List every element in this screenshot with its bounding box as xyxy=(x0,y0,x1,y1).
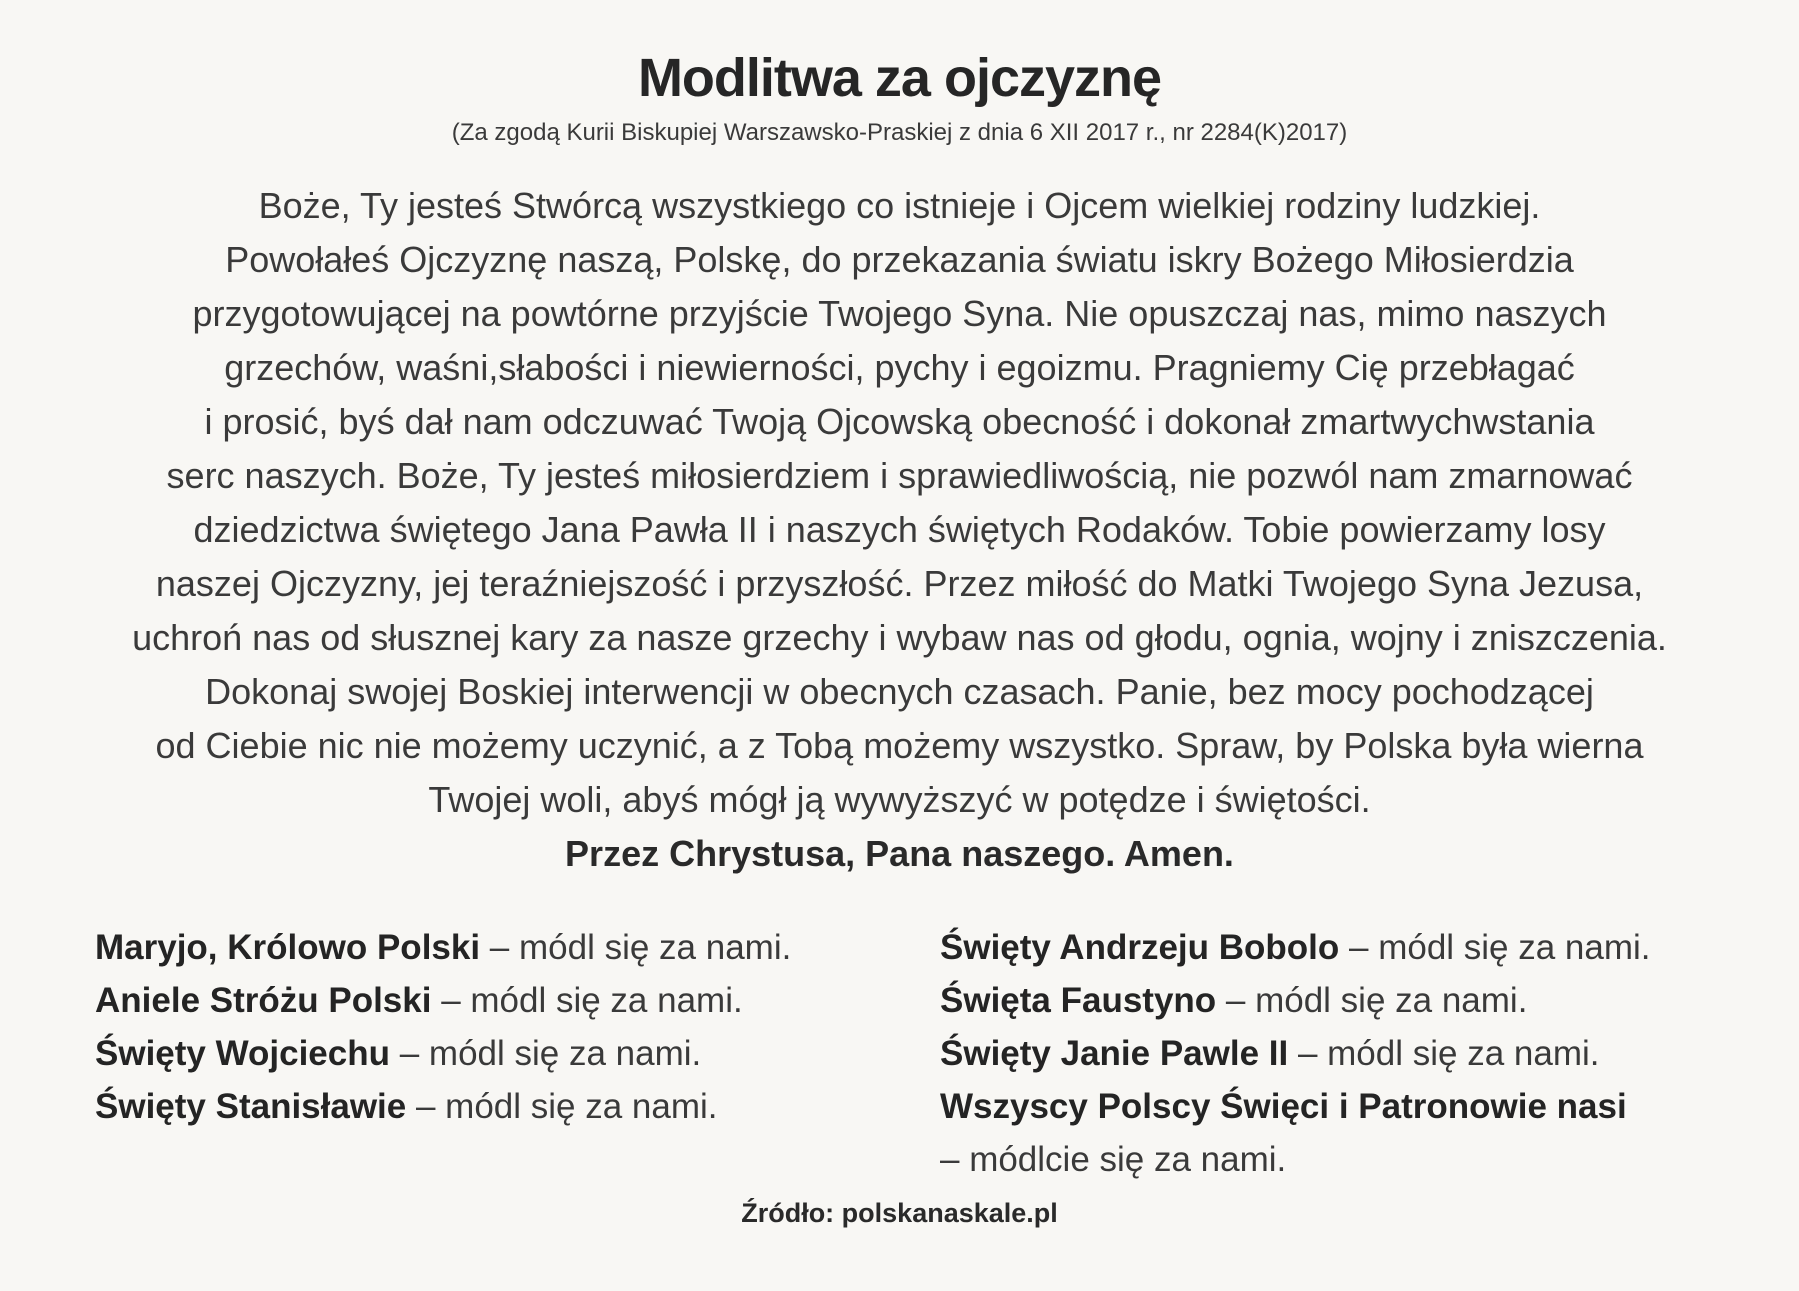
prayer-line: od Ciebie nic nie możemy uczynić, a z Tobą możemy wszystko. Spraw, by Polska była wierna xyxy=(155,724,1644,766)
prayer-line: naszej Ojczyzny, jej teraźniejszość i przyszłość. Przez miłość do Matki Twojego Syna Jezusa, xyxy=(155,562,1644,604)
approval-note: (Za zgodą Kurii Biskupiej Warszawsko-Praskiej z dnia 6 XII 2017 r., nr 2284(K)2017) xyxy=(451,118,1348,146)
litany-invocation: Święty Stanisławie xyxy=(95,1086,407,1126)
litany-column-2 xyxy=(940,921,1759,1186)
litany-invocation: Święty Wojciechu xyxy=(95,1033,390,1073)
litany-invocation: Święty Andrzeju Bobolo xyxy=(940,927,1340,967)
prayer-line: dziedzictwa świętego Jana Pawła II i naszych świętych Rodaków. Tobie powierzamy losy xyxy=(193,508,1606,550)
litany-response: – módl się za nami. xyxy=(1216,980,1528,1020)
litany-item xyxy=(940,1027,1759,1080)
prayer-line: Dokonaj swojej Boskiej interwencji w obecnych czasach. Panie, bez mocy pochodzącej xyxy=(205,670,1594,712)
litany-response: – módl się za nami. xyxy=(1339,927,1651,967)
litany-item xyxy=(940,1080,1759,1186)
litany-item xyxy=(95,1080,940,1133)
litany-invocation: Święta Faustyno xyxy=(940,980,1217,1020)
prayer-line: serc naszych. Boże, Ty jesteś miłosierdziem i sprawiedliwością, nie pozwól nam zmarnować xyxy=(166,454,1633,496)
prayer-line: Powołałeś Ojczyznę naszą, Polskę, do przekazania światu iskry Bożego Miłosierdzia xyxy=(225,238,1574,280)
source-note: Źródło: polskanaskale.pl xyxy=(741,1197,1058,1228)
litany-response: – módlcie się za nami. xyxy=(940,1139,1287,1179)
litany-item xyxy=(95,1027,940,1080)
prayer-line: przygotowującej na powtórne przyjście Twojego Syna. Nie opuszczaj nas, mimo naszych xyxy=(192,292,1607,334)
litany-invocation: Aniele Stróżu Polski xyxy=(95,980,432,1020)
litany-section xyxy=(40,921,1759,1186)
litany-response: – módl się za nami. xyxy=(406,1086,718,1126)
litany-item xyxy=(940,921,1759,974)
litany-response: – módl się za nami. xyxy=(1288,1033,1600,1073)
prayer-line: Twojej woli, abyś mógł ją wywyższyć w potędze i świętości. xyxy=(428,778,1371,820)
litany-invocation: Wszyscy Polscy Święci i Patronowie nasi xyxy=(940,1086,1627,1126)
litany-item xyxy=(95,921,940,974)
prayer-line: i prosić, byś dał nam odczuwać Twoją Ojcowską obecność i dokonał zmartwychwstania xyxy=(204,400,1595,442)
prayer-closing: Przez Chrystusa, Pana naszego. Amen. xyxy=(565,832,1234,874)
prayer-text xyxy=(40,179,1759,881)
litany-response: – módl się za nami. xyxy=(390,1033,702,1073)
litany-invocation: Święty Janie Pawle II xyxy=(940,1033,1289,1073)
litany-item xyxy=(95,974,940,1027)
litany-column-1 xyxy=(95,921,940,1186)
litany-item xyxy=(940,974,1759,1027)
litany-response: – módl się za nami. xyxy=(480,927,792,967)
page-title: Modlitwa za ojczyznę xyxy=(637,48,1162,108)
litany-response: – módl się za nami. xyxy=(431,980,743,1020)
litany-invocation: Maryjo, Królowo Polski xyxy=(95,927,481,967)
prayer-line: grzechów, waśni,słabości i niewierności, pychy i egoizmu. Pragniemy Cię przebłagać xyxy=(224,346,1575,388)
prayer-lines xyxy=(40,179,1759,827)
prayer-line: Boże, Ty jesteś Stwórcą wszystkiego co istnieje i Ojcem wielkiej rodziny ludzkiej. xyxy=(258,184,1541,226)
prayer-line: uchroń nas od słusznej kary za nasze grzechy i wybaw nas od głodu, ognia, wojny i zniszczenia. xyxy=(132,616,1667,658)
